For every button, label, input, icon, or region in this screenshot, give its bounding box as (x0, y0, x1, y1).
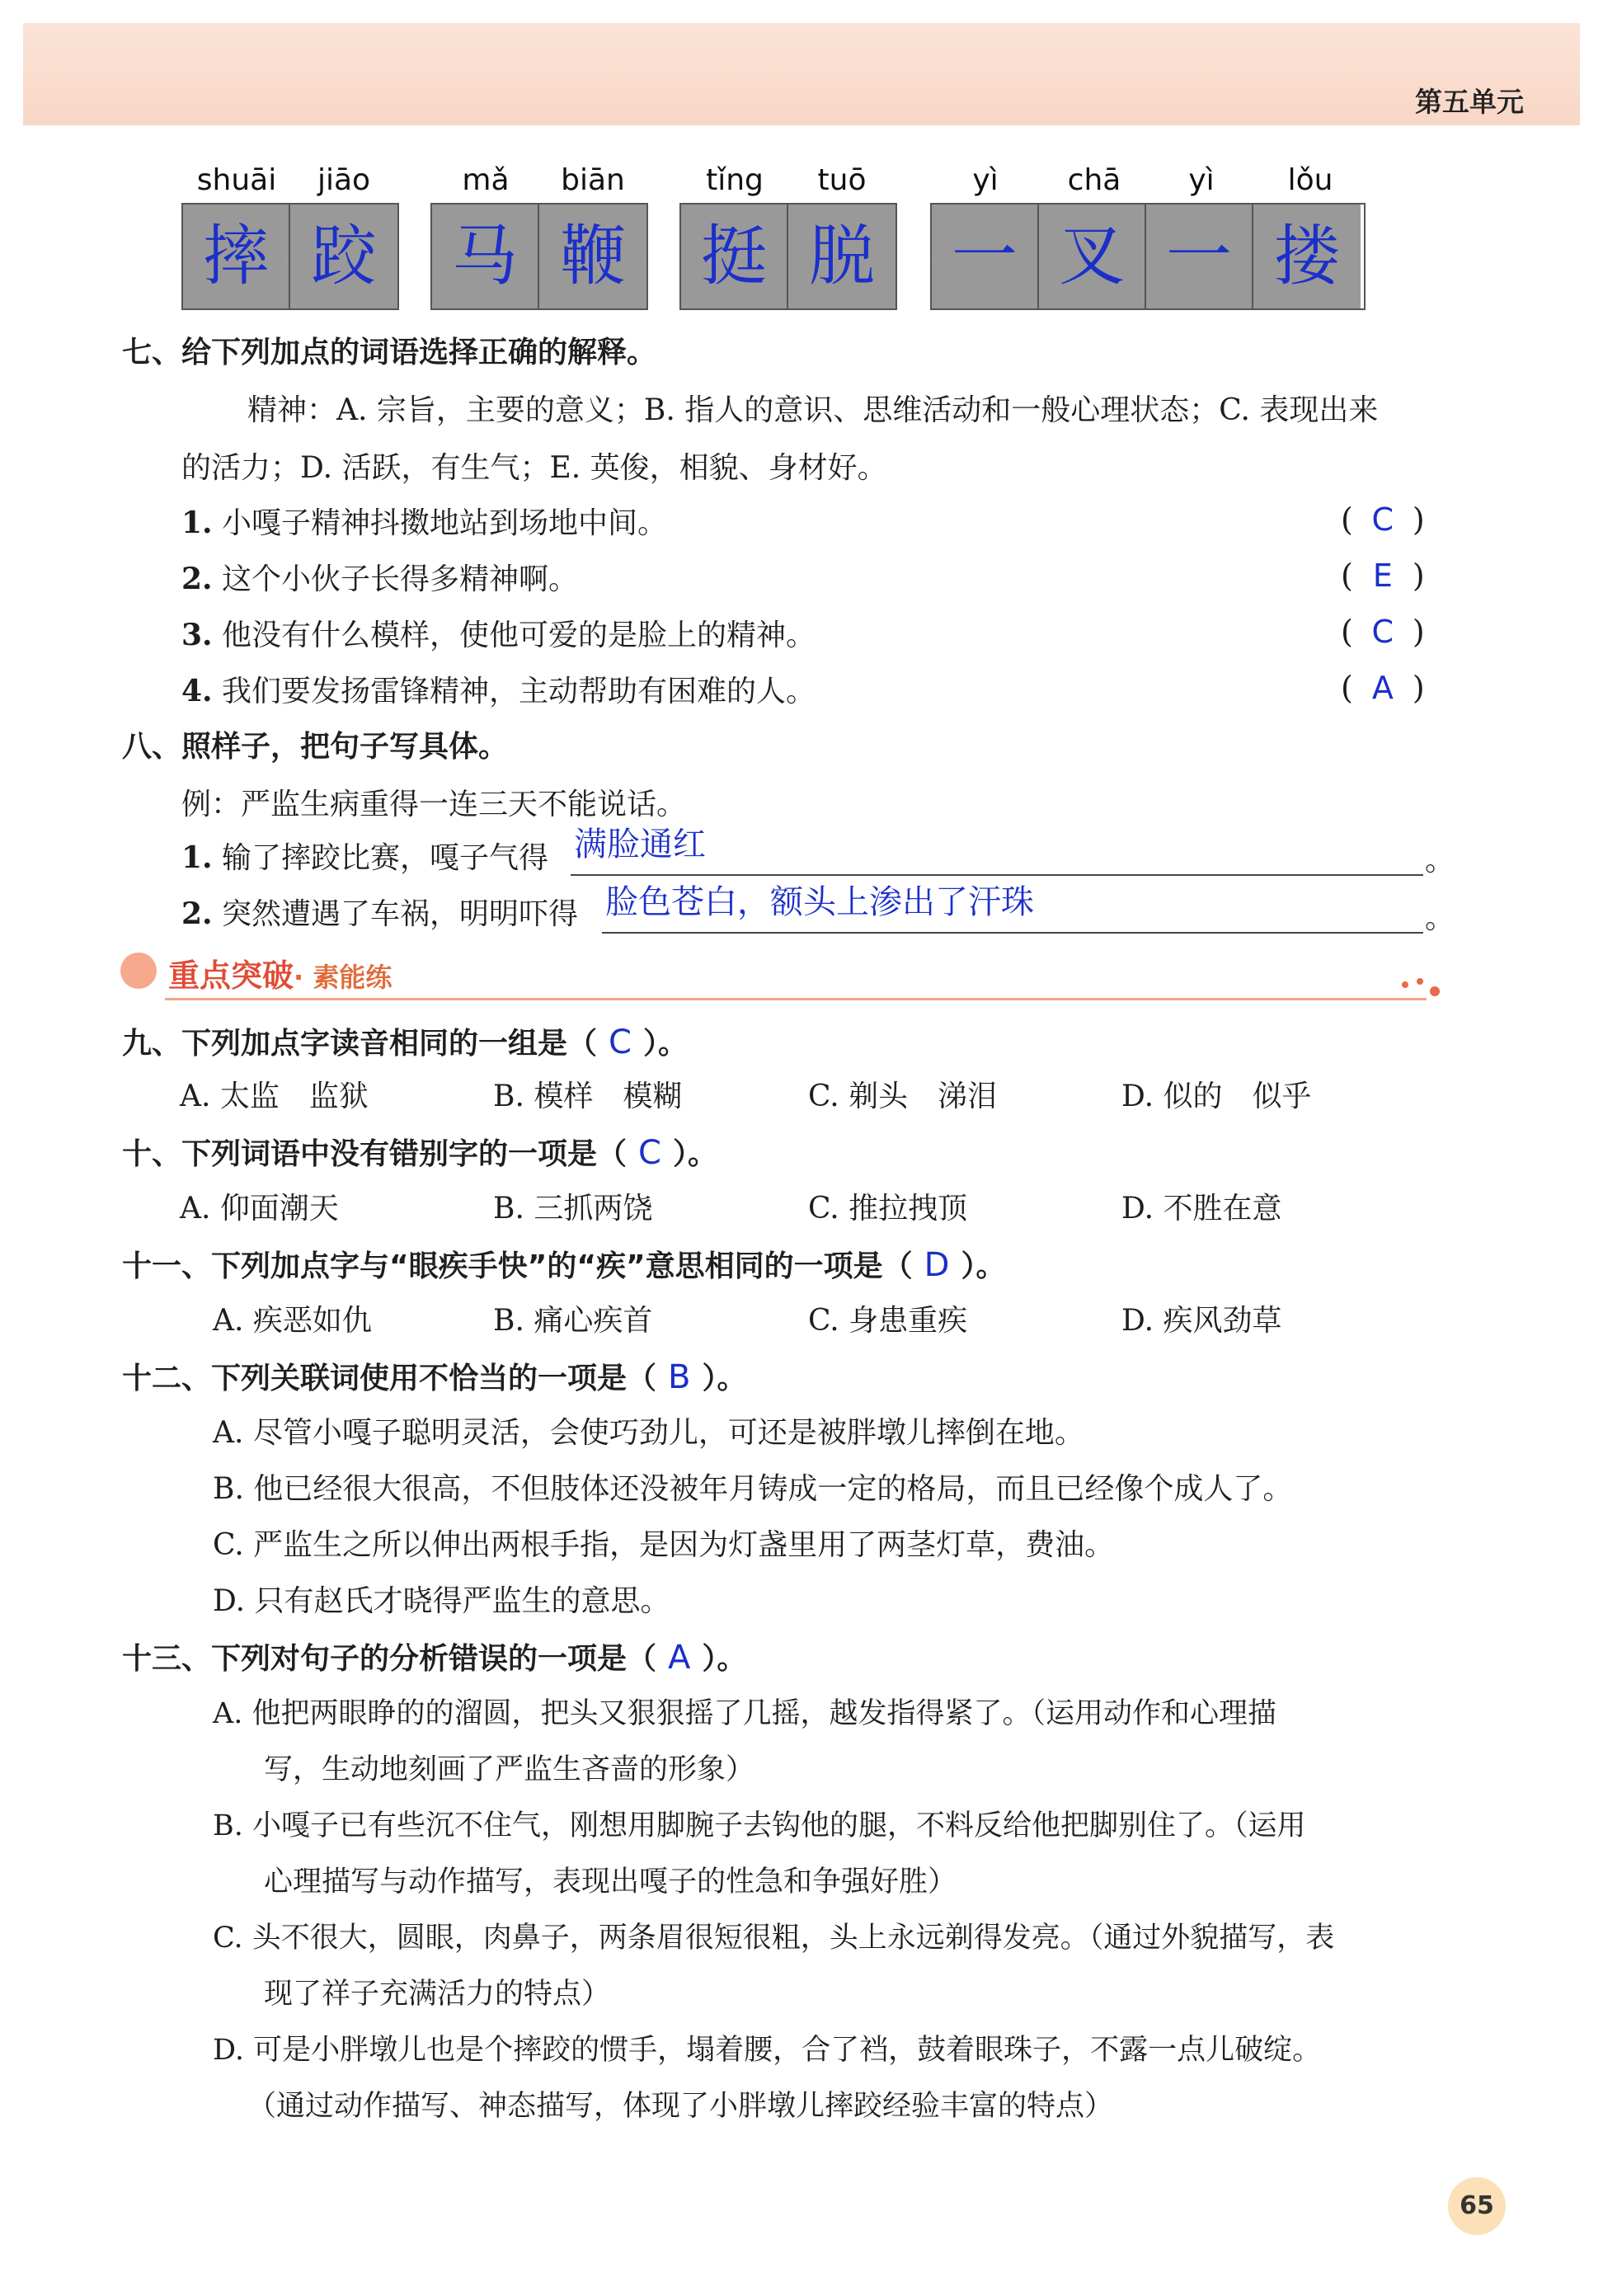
q11-title: 十一、下列加点字与“眼疾手快”的“疾”意思相同的一项是（ (122, 1249, 913, 1283)
q9-close: ）。 (642, 1027, 688, 1061)
q8-item-text: 突然遭遇了车祸，明明吓得 (222, 897, 579, 931)
q7-item-text: 小嘎子精神抖擞地站到场地中间。 (222, 506, 668, 540)
q11-answer: D (924, 1246, 950, 1284)
answer-bracket: ( A ) (1341, 670, 1425, 706)
answer-char: 叉 (1059, 218, 1125, 294)
pinyin-label: yì (972, 163, 999, 197)
q13-option-cont: 现了祥子充满活力的特点） (264, 1978, 611, 2011)
q10-option: D. 不胜在意 (1121, 1192, 1282, 1226)
section-subtitle: · 素能练 (294, 962, 393, 993)
q7-item-text: 他没有什么模样，使他可爱的是脸上的精神。 (222, 619, 816, 652)
q9-option: D. 似的 似乎 (1121, 1080, 1312, 1113)
answer-char: 挺 (701, 218, 767, 294)
q12-title: 十二、下列关联词使用不恰当的一项是（ (122, 1362, 657, 1395)
char-cell (290, 205, 397, 308)
q12-answer: B (668, 1358, 691, 1396)
char-grid (430, 203, 648, 310)
item-number: 2. (181, 896, 213, 931)
q12-option: A. 尽管小嘎子聪明灵活，会使巧劲儿，可还是被胖墩儿摔倒在地。 (213, 1416, 1084, 1450)
pinyin-label: mǎ (462, 163, 510, 197)
q13-option: D. 可是小胖墩儿也是个摔跤的惯手，塌着腰，合了裆，鼓着眼珠子，不露一点儿破绽。 (213, 2034, 1322, 2067)
pinyin-label: chā (1067, 163, 1121, 197)
header-band (23, 23, 1580, 125)
answer-line (602, 932, 1423, 934)
q7-answer: C (1371, 614, 1394, 650)
q7-answer: E (1372, 558, 1393, 594)
char-grid (930, 203, 1366, 310)
q7-item-text: 我们要发扬雷锋精神，主动帮助有困难的人。 (222, 675, 816, 708)
item-number: 4. (181, 674, 213, 708)
section-flower-icon (120, 953, 157, 989)
answer-char: 脱 (809, 218, 875, 294)
q7-answer: C (1371, 501, 1394, 538)
q12-option: C. 严监生之所以伸出两根手指，是因为灯盏里用了两茎灯草，费油。 (213, 1528, 1115, 1562)
q8-answer: 满脸通红 (574, 826, 706, 863)
q7-answer: A (1371, 670, 1394, 706)
pinyin-label: tǐng (706, 163, 764, 197)
decor-dot (1402, 981, 1408, 988)
q13-option: A. 他把两眼睁的的溜圆，把头又狠狠摇了几摇，越发指得紧了。（运用动作和心理描 (213, 1697, 1277, 1730)
answer-bracket: ( C ) (1341, 614, 1425, 650)
period: 。 (1425, 844, 1455, 877)
item-number: 2. (181, 562, 213, 596)
pinyin-label: biān (561, 163, 625, 197)
q9-title: 九、下列加点字读音相同的一组是（ (122, 1027, 598, 1061)
section-title (168, 950, 392, 995)
q13-option: B. 小嘎子已有些沉不住气，刚想用脚腕子去钩他的腿，不料反给他把脚别住了。（运用 (213, 1809, 1306, 1842)
period: 。 (1425, 901, 1455, 935)
decor-dot (1417, 978, 1423, 985)
q13-option-cont: 心理描写与动作描写，表现出嘎子的性急和争强好胜） (264, 1866, 957, 1898)
char-cell (932, 205, 1039, 308)
answer-bracket: ( C ) (1341, 501, 1425, 538)
q8-answer: 脸色苍白，额头上渗出了汗珠 (605, 883, 1034, 921)
section-divider (165, 998, 1427, 1000)
char-cell (788, 205, 896, 308)
char-grid (679, 203, 897, 310)
char-cell (1253, 205, 1361, 308)
page-number: 65 (1448, 2177, 1506, 2235)
q12-option: D. 只有赵氏才晓得严监生的意思。 (213, 1584, 670, 1618)
q11-option: C. 身患重疾 (808, 1304, 968, 1338)
q7-definition-cont: 的活力；D. 活跃，有生气；E. 英俊，相貌、身材好。 (181, 451, 887, 485)
q11-close: ）。 (961, 1249, 1006, 1283)
q10-option: C. 推拉拽顶 (808, 1192, 968, 1226)
q11-option: D. 疾风劲草 (1121, 1304, 1282, 1338)
char-cell (432, 205, 539, 308)
q10-close: ）。 (672, 1137, 717, 1171)
answer-line (571, 874, 1423, 876)
pinyin-label: lǒu (1287, 163, 1333, 197)
char-cell (183, 205, 290, 308)
q11-option: A. 疾恶如仇 (213, 1304, 372, 1338)
q9-answer: C (609, 1023, 632, 1061)
pinyin-label: shuāi (196, 163, 277, 197)
q13-close: ）。 (702, 1642, 747, 1676)
char-cell (1146, 205, 1253, 308)
q9-option: B. 模样 模糊 (493, 1080, 683, 1113)
section-title-text: 重点突破 (168, 957, 294, 994)
q13-option-cont: 写，生动地刻画了严监生吝啬的形象） (264, 1753, 755, 1786)
q13-option-cont: （通过动作描写、神态描写，体现了小胖墩儿摔跤经验丰富的特点） (247, 2090, 1114, 2123)
q7-definition: 精神：A. 宗旨，主要的意义；B. 指人的意识、思维活动和一般心理状态；C. 表现出来 (247, 393, 1379, 427)
q11-option: B. 痛心疾首 (493, 1304, 653, 1338)
char-cell (539, 205, 646, 308)
answer-bracket: ( E ) (1341, 558, 1425, 594)
q10-option: A. 仰面潮天 (180, 1192, 339, 1226)
answer-char: 鞭 (560, 218, 626, 294)
q8-title: 八、照样子，把句子写具体。 (122, 730, 509, 764)
item-number: 3. (181, 618, 213, 652)
q10-title: 十、下列词语中没有错别字的一项是（ (122, 1137, 628, 1171)
pinyin-label: tuō (817, 163, 867, 197)
item-number: 1. (181, 840, 213, 875)
q13-title: 十三、下列对句子的分析错误的一项是（ (122, 1642, 657, 1676)
char-grid (181, 203, 399, 310)
q9-option: C. 剃头 涕泪 (808, 1080, 998, 1113)
pinyin-label: jiāo (317, 163, 371, 197)
q7-title: 七、给下列加点的词语选择正确的解释。 (122, 336, 657, 369)
q10-option: B. 三抓两饶 (493, 1192, 653, 1226)
answer-char: 马 (452, 218, 518, 294)
q12-close: ）。 (702, 1362, 747, 1395)
pinyin-label: yì (1188, 163, 1215, 197)
q13-option: C. 头不很大，圆眼，肉鼻子，两条眉很短很粗，头上永远剃得发亮。（通过外貌描写，表 (213, 1922, 1335, 1955)
answer-char: 一 (1166, 218, 1232, 294)
answer-char: 摔 (203, 218, 269, 294)
answer-char: 一 (952, 218, 1018, 294)
q9-option: A. 太监 监狱 (180, 1080, 369, 1113)
q13-answer: A (668, 1639, 691, 1677)
q10-answer: C (638, 1134, 661, 1172)
char-cell (681, 205, 788, 308)
answer-char: 搂 (1274, 218, 1340, 294)
q12-option: B. 他已经很大很高，不但肢体还没被年月铸成一定的格局，而且已经像个成人了。 (213, 1472, 1293, 1506)
q8-item-text: 输了摔跤比赛，嘎子气得 (222, 841, 549, 875)
q8-example: 例：严监生病重得一连三天不能说话。 (181, 788, 687, 821)
q7-item-text: 这个小伙子长得多精神啊。 (222, 562, 579, 596)
char-cell (1039, 205, 1146, 308)
unit-title: 第五单元 (1415, 86, 1524, 118)
item-number: 1. (181, 506, 213, 540)
star-icon (1430, 986, 1440, 996)
answer-char: 跤 (311, 218, 377, 294)
